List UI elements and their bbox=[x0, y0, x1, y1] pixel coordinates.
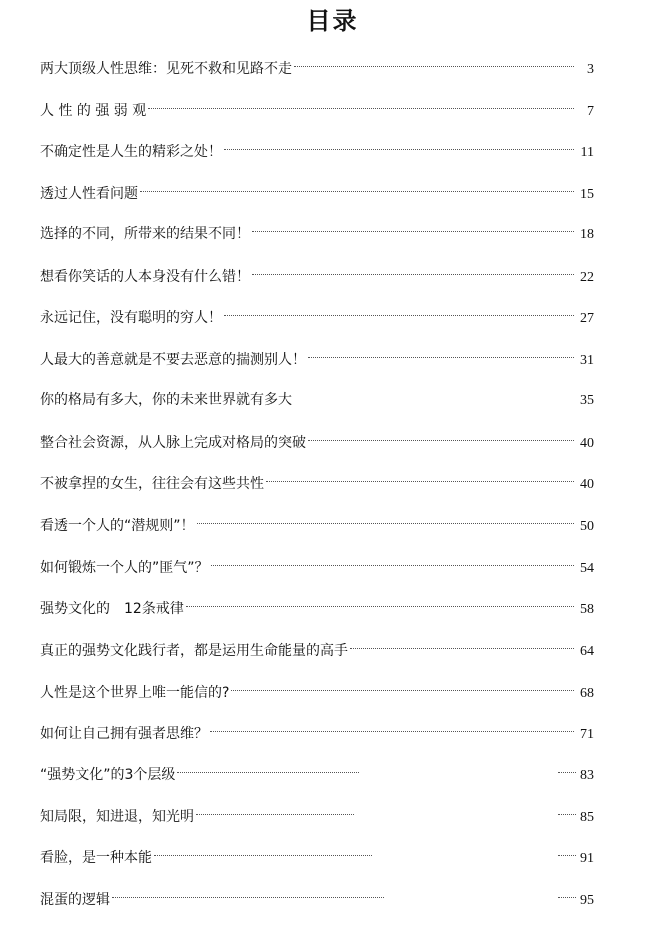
dot-leader bbox=[112, 882, 384, 904]
dot-leader bbox=[211, 550, 574, 572]
toc-entry-title: 想看你笑话的人本身没有什么错！ bbox=[40, 269, 250, 285]
toc-entry-title: 强势文化的 12条戒律 bbox=[40, 601, 184, 617]
toc-entry-title: 选择的不同，所带来的结果不同！ bbox=[40, 226, 250, 242]
toc-entry-page: 18 bbox=[580, 227, 594, 242]
toc-entry-page: 31 bbox=[580, 353, 594, 368]
dot-leader bbox=[231, 675, 574, 697]
dot-leader bbox=[196, 799, 354, 821]
toc-entry-page: 50 bbox=[580, 519, 594, 534]
toc-entry-page: 95 bbox=[580, 893, 594, 908]
dot-leader bbox=[252, 216, 574, 238]
toc-entry-title: 知局限，知进退，知光明 bbox=[40, 809, 194, 825]
dot-leader bbox=[558, 882, 576, 904]
dot-leader bbox=[294, 51, 574, 73]
toc-entry[interactable] bbox=[40, 840, 594, 866]
toc-entry-title: “强势文化”的3个层级 bbox=[40, 767, 176, 783]
toc-entry-page: 11 bbox=[580, 145, 594, 160]
toc-entry[interactable] bbox=[40, 134, 594, 160]
toc-entry-title: 人性是这个世界上唯一能信的? bbox=[40, 685, 230, 701]
dot-leader bbox=[197, 508, 574, 530]
toc-entry[interactable] bbox=[40, 882, 594, 908]
toc-entry-page: 3 bbox=[587, 62, 594, 77]
toc-entry-title: 人 性 的 强 弱 观 bbox=[40, 103, 147, 119]
toc-entry[interactable] bbox=[40, 300, 594, 326]
toc-entry-page: 64 bbox=[580, 644, 594, 659]
toc-entry-title: 透过人性看问题 bbox=[40, 186, 138, 202]
toc-entry[interactable] bbox=[40, 716, 594, 742]
toc-entry[interactable] bbox=[40, 176, 594, 202]
toc-entry[interactable] bbox=[40, 508, 594, 534]
dot-leader bbox=[308, 425, 574, 447]
toc-entry-page: 71 bbox=[580, 727, 594, 742]
toc-entry[interactable] bbox=[40, 799, 594, 825]
toc-entry-title: 人最大的善意就是不要去恶意的揣测别人！ bbox=[40, 352, 306, 368]
dot-leader bbox=[148, 93, 574, 115]
dot-leader bbox=[186, 591, 574, 613]
toc-entry-title: 如何让自己拥有强者思维？ bbox=[40, 726, 208, 742]
toc-entry-page: 7 bbox=[587, 104, 594, 119]
dot-leader bbox=[558, 757, 576, 779]
toc-entry-title: 看透一个人的“潜规则”！ bbox=[40, 518, 195, 534]
dot-leader bbox=[154, 840, 372, 862]
toc-entry[interactable] bbox=[40, 342, 594, 368]
toc-entry[interactable] bbox=[40, 675, 594, 701]
toc-entry-title: 混蛋的逻辑 bbox=[40, 892, 110, 908]
toc-entry-page: 68 bbox=[580, 686, 594, 701]
dot-leader bbox=[350, 633, 574, 655]
toc-entry-page: 15 bbox=[580, 187, 594, 202]
toc-entry[interactable] bbox=[40, 591, 594, 617]
toc-entry-page: 40 bbox=[580, 436, 594, 451]
toc-entry-title: 永远记住，没有聪明的穷人！ bbox=[40, 310, 222, 326]
toc-entry-title: 看脸，是一种本能 bbox=[40, 850, 152, 866]
toc-entry-title: 两大顶级人性思维：见死不救和见路不走 bbox=[40, 61, 292, 77]
toc-entry-page: 35 bbox=[580, 393, 594, 408]
dot-leader bbox=[224, 134, 574, 156]
dot-leader bbox=[177, 757, 359, 779]
toc-entry-page: 22 bbox=[580, 270, 594, 285]
dot-leader bbox=[224, 300, 574, 322]
dot-leader bbox=[558, 799, 576, 821]
toc-entry-title: 不确定性是人生的精彩之处！ bbox=[40, 144, 222, 160]
toc-entry[interactable] bbox=[40, 425, 594, 451]
toc-entry-page: 40 bbox=[580, 477, 594, 492]
toc-entry[interactable] bbox=[40, 382, 594, 408]
dot-leader bbox=[252, 259, 574, 281]
dot-leader bbox=[266, 466, 574, 488]
toc-entry[interactable] bbox=[40, 259, 594, 285]
toc-entry-page: 58 bbox=[580, 602, 594, 617]
toc-entry-title: 整合社会资源，从人脉上完成对格局的突破 bbox=[40, 435, 306, 451]
page-title: 目录 bbox=[306, 7, 359, 35]
toc-entry-title: 如何锻炼一个人的”匪气”？ bbox=[40, 560, 209, 576]
toc-entry[interactable] bbox=[40, 633, 594, 659]
toc-entry-title: 不被拿捏的女生，往往会有这些共性 bbox=[40, 476, 264, 492]
toc-entry[interactable] bbox=[40, 216, 594, 242]
toc-entry[interactable] bbox=[40, 466, 594, 492]
dot-leader bbox=[140, 176, 574, 198]
toc-entry-page: 91 bbox=[580, 851, 594, 866]
toc-entry-page: 54 bbox=[580, 561, 594, 576]
toc-entry-page: 83 bbox=[580, 768, 594, 783]
toc-entry[interactable] bbox=[40, 550, 594, 576]
toc-entry-page: 85 bbox=[580, 810, 594, 825]
dot-leader bbox=[308, 342, 574, 364]
toc-entry[interactable] bbox=[40, 93, 594, 119]
toc-entry-page: 27 bbox=[580, 311, 594, 326]
toc-entry-title: 真正的强势文化践行者，都是运用生命能量的高手 bbox=[40, 643, 348, 659]
toc-entry[interactable] bbox=[40, 51, 594, 77]
toc-entry-title: 你的格局有多大，你的未来世界就有多大 bbox=[40, 392, 292, 408]
toc-entry[interactable] bbox=[40, 757, 594, 783]
dot-leader bbox=[558, 840, 576, 862]
dot-leader bbox=[210, 716, 574, 738]
